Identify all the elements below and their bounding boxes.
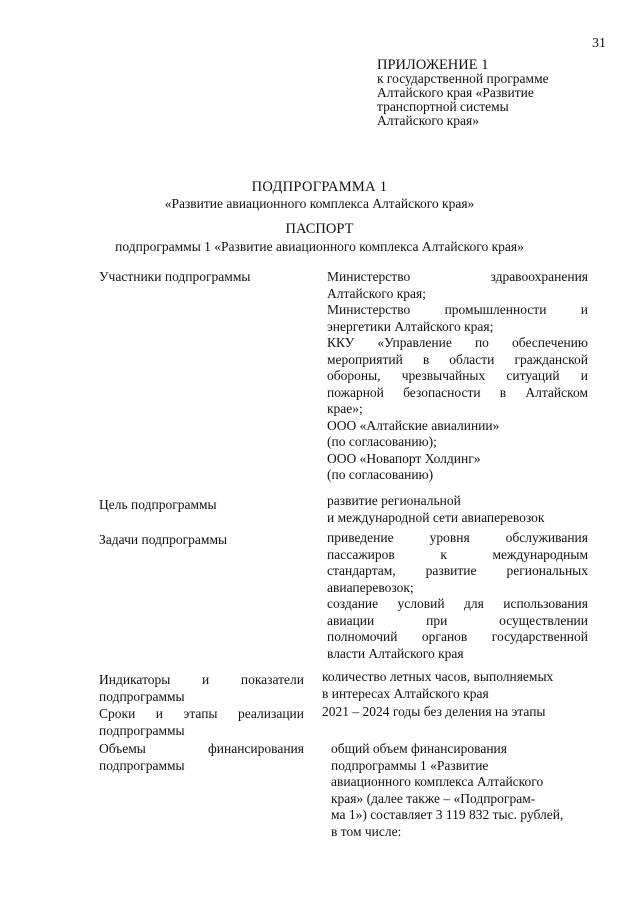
value-line: создание условий для использования <box>327 596 588 611</box>
value-line: подпрограммы 1 «Развитие <box>331 757 489 773</box>
appendix-block <box>377 58 549 128</box>
appendix-line: транспортной системы <box>377 99 509 114</box>
label-line: подпрограммы <box>99 722 185 738</box>
appendix-line: к государственной программе <box>377 71 549 86</box>
value-line: власти Алтайского края <box>327 645 464 661</box>
terms-value <box>322 704 588 721</box>
label-line: Индикаторы и показатели <box>99 672 304 687</box>
label-line: Объемы финансирования <box>99 741 304 756</box>
participants-value <box>327 269 588 484</box>
passport-title: ПАСПОРТ <box>285 221 354 237</box>
value-line: общий объем финансирования <box>331 741 507 756</box>
value-line: Министерство здравоохранения <box>327 269 588 284</box>
label-line: Сроки и этапы реализации <box>99 706 304 721</box>
value-line: ма 1») составляет 3 119 832 тыс. рублей, <box>331 807 564 822</box>
value-line: энергетики Алтайского края; <box>327 318 494 334</box>
funding-value <box>331 741 586 840</box>
goal-value <box>327 493 588 526</box>
subprogram-title: ПОДПРОГРАММА 1 <box>251 179 388 195</box>
indicators-value <box>322 669 588 702</box>
value-line: обороны, чрезвычайных ситуаций и <box>327 368 588 383</box>
value-line: пассажиров к международным <box>327 546 588 562</box>
tasks-label: Задачи подпрограммы <box>99 532 228 547</box>
value-line: (по согласованию); <box>327 434 437 449</box>
terms-label <box>99 706 304 739</box>
value-line: мероприятий в области гражданской <box>327 351 588 367</box>
subprogram-name: «Развитие авиационного комплекса Алтайского края» <box>164 196 475 211</box>
tasks-value <box>327 530 588 662</box>
value-line: приведение уровня обслуживания <box>327 530 588 545</box>
value-line: и международной сети авиаперевозок <box>327 509 545 525</box>
participants-label: Участники подпрограммы <box>99 269 251 284</box>
value-line: авиации при осуществлении <box>327 612 588 628</box>
label-line: подпрограммы <box>99 688 185 704</box>
funding-label <box>99 741 304 774</box>
value-line: авиаперевозок; <box>327 579 414 595</box>
appendix-title: ПРИЛОЖЕНИЕ 1 <box>377 57 489 73</box>
value-line: количество летных часов, выполняемых <box>322 669 554 684</box>
value-line: ККУ «Управление по обеспечению <box>327 335 588 350</box>
value-line: полномочий органов государственной <box>327 629 588 644</box>
goal-label: Цель подпрограммы <box>99 497 217 512</box>
value-line: развитие региональной <box>327 493 461 508</box>
appendix-line: Алтайского края «Развитие <box>377 85 534 100</box>
indicators-label <box>99 672 304 705</box>
value-line: пожарной безопасности в Алтайском <box>327 384 588 400</box>
passport-subtitle: подпрограммы 1 «Развитие авиационного комплекса Алтайского края» <box>115 239 524 254</box>
value-line: 2021 – 2024 годы без деления на этапы <box>322 704 546 719</box>
value-line: (по согласованию) <box>327 467 434 482</box>
value-line: в том числе: <box>331 823 402 839</box>
appendix-line: Алтайского края» <box>377 113 479 128</box>
value-line: стандартам, развитие региональных <box>327 563 588 578</box>
value-line: края» (далее также – «Подпрограм- <box>331 790 536 806</box>
value-line: ООО «Алтайские авиалинии» <box>327 417 500 433</box>
value-line: Алтайского края; <box>327 285 426 301</box>
value-line: крае»; <box>327 401 363 416</box>
value-line: в интересах Алтайского края <box>322 685 489 701</box>
label-line: подпрограммы <box>99 757 185 773</box>
value-line: авиационного комплекса Алтайского <box>331 774 544 789</box>
value-line: ООО «Новапорт Холдинг» <box>327 450 481 466</box>
page-number: 31 <box>592 36 606 51</box>
value-line: Министерство промышленности и <box>327 302 588 317</box>
